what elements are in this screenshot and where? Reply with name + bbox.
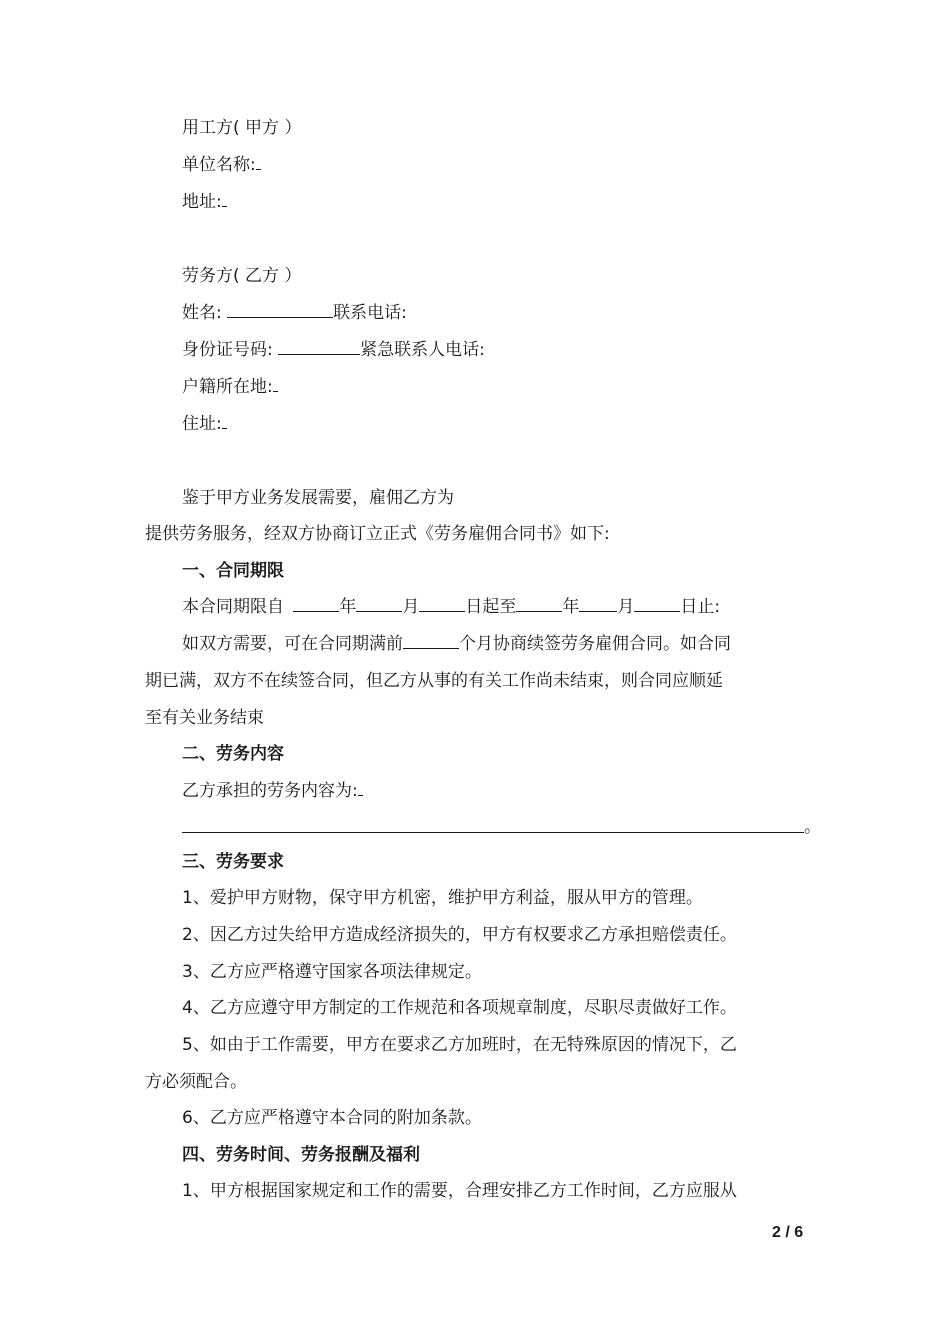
requirement-2: 2、因乙方过失给甲方造成经济损失的，甲方有权要求乙方承担赔偿责任。 [182,925,737,945]
name-phone-row [182,301,407,325]
name-blank [227,301,333,318]
start-year-blank [293,595,339,612]
term-prefix: 本合同期限自 [182,597,284,617]
section-3-title: 三、劳务要求 [182,852,284,872]
household-blank [273,375,278,392]
service-content-blank [358,779,363,796]
section-1-title: 一、合同期限 [182,561,284,581]
residence-label: 住址: [182,414,222,434]
requirement-5-line-2: 方必须配合。 [145,1072,247,1092]
service-content-label: 乙方承担的劳务内容为: [182,781,358,801]
id-blank [278,338,360,355]
requirement-4: 4、乙方应遵守甲方制定的工作规范和各项规章制度，尽职尽责做好工作。 [182,998,737,1018]
company-name-field [182,153,261,177]
household-label: 户籍所在地: [182,377,273,397]
party-a-address-label: 地址: [182,192,222,212]
start-month-blank [356,595,402,612]
company-name-label: 单位名称: [182,155,256,175]
page-number: 2 / 6 [772,1224,804,1241]
renewal-months-blank [403,632,459,649]
contract-term-row [182,595,720,619]
end-day-blank [634,595,680,612]
end-month-blank [579,595,617,612]
start-month-label: 月 [402,597,420,617]
renewal-line-1 [182,632,731,656]
party-a-heading: 用工方( 甲方 ） [182,118,302,138]
section-2-title: 二、劳务内容 [182,744,284,764]
start-year-label: 年 [339,597,357,617]
start-day-label: 日起至 [465,597,517,617]
renewal-text-a: 如双方需要，可在合同期满前 [182,634,403,654]
service-content-line [182,832,804,833]
residence-blank [222,412,227,429]
residence-field [182,412,227,436]
service-content-period: 。 [804,817,821,837]
requirement-3: 3、乙方应严格遵守国家各项法律规定。 [182,962,482,982]
end-month-label: 月 [617,597,635,617]
end-day-label: 日止: [680,597,721,617]
renewal-text-b: 个月协商续签劳务雇佣合同。如合同 [459,634,731,654]
name-label: 姓名: [182,303,222,323]
service-content-field [182,779,363,803]
end-year-blank [516,595,562,612]
id-emergency-row [182,338,485,362]
section-4-item-1: 1、甲方根据国家规定和工作的需要，合理安排乙方工作时间，乙方应服从 [182,1181,737,1201]
renewal-line-2: 期已满，双方不在续签合同，但乙方从事的有关工作尚未结束，则合同应顺延 [145,671,723,691]
start-day-blank [419,595,465,612]
intro-line-2: 提供劳务服务，经双方协商订立正式《劳务雇佣合同书》如下: [145,524,610,544]
company-name-blank [256,153,261,170]
intro-line-1: 鉴于甲方业务发展需要，雇佣乙方为 [182,488,454,508]
renewal-line-3: 至有关业务结束 [145,708,264,728]
phone-label: 联系电话: [333,303,407,323]
party-b-heading: 劳务方( 乙方 ） [182,266,302,286]
party-a-address-field [182,190,227,214]
requirement-5-line-1: 5、如由于工作需要，甲方在要求乙方加班时，在无特殊原因的情况下，乙 [182,1035,737,1055]
emergency-label: 紧急联系人电话: [360,340,485,360]
id-label: 身份证号码: [182,340,273,360]
requirement-6: 6、乙方应严格遵守本合同的附加条款。 [182,1108,482,1128]
requirement-1: 1、爱护甲方财物，保守甲方机密，维护甲方利益，服从甲方的管理。 [182,888,703,908]
party-a-address-blank [222,190,227,207]
section-4-title: 四、劳务时间、劳务报酬及福利 [182,1145,420,1165]
household-field [182,375,278,399]
end-year-label: 年 [562,597,580,617]
